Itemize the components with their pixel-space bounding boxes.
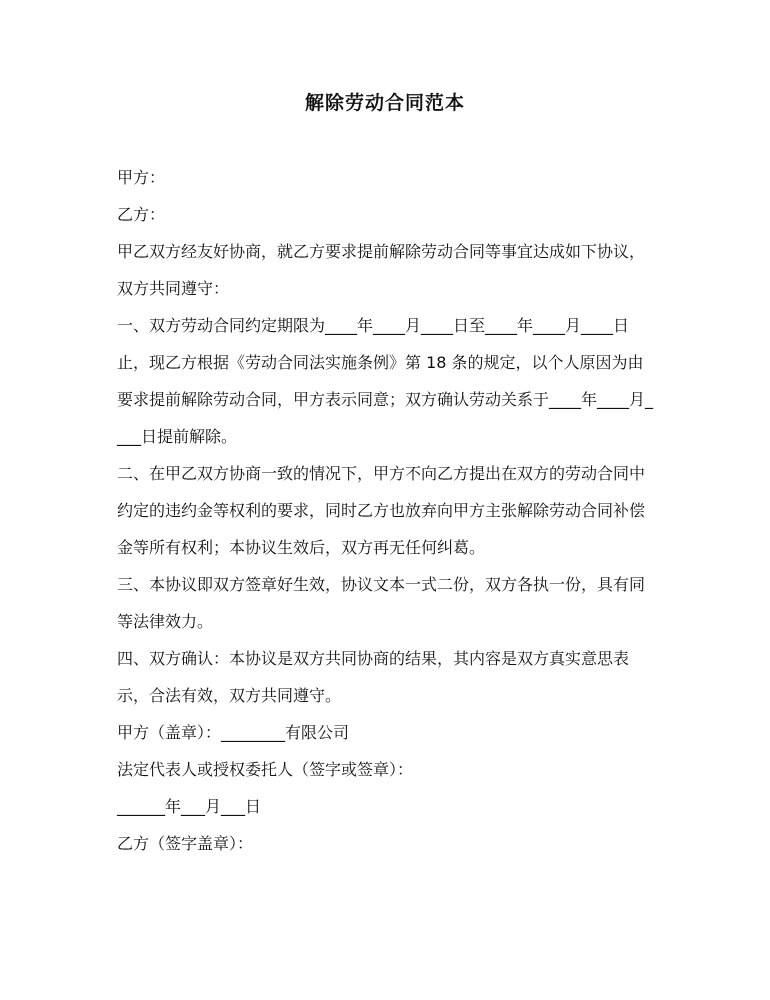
party-b-line: 乙方：	[117, 205, 166, 224]
party-a-seal-line: 甲方（盖章）：________有限公司	[117, 723, 350, 742]
legal-representative-line: 法定代表人或授权委托人（签字或签章）：	[117, 760, 414, 779]
clause-1-paragraph: 一、双方劳动合同约定期限为____年____月____日至____年____月____日止，现乙方根据《劳动合同法实施条例》第 18 条的规定，以个人原因为由要求提前解除劳动合同，甲方表示同意；双方确认劳动关系于____年____月____日提前解除。	[117, 316, 654, 446]
document-body	[117, 159, 657, 862]
party-b-signature-line: 乙方（签字盖章）：	[117, 834, 254, 853]
party-a-line: 甲方：	[117, 168, 166, 187]
clause-4-paragraph: 四、双方确认：本协议是双方共同协商的结果，其内容是双方真实意思表示，合法有效，双方共同遵守。	[117, 649, 630, 705]
date-line: ______年___月___日	[117, 797, 262, 816]
clause-3-paragraph: 三、本协议即双方签章好生效，协议文本一式二份，双方各执一份，具有同等法律效力。	[117, 575, 646, 631]
clause-2-paragraph: 二、在甲乙双方协商一致的情况下，甲方不向乙方提出在双方的劳动合同中约定的违约金等权利的要求，同时乙方也放弃向甲方主张解除劳动合同补偿金等所有权利；本协议生效后，双方再无任何纠葛。	[117, 464, 646, 557]
intro-paragraph: 甲乙双方经友好协商，就乙方要求提前解除劳动合同等事宜达成如下协议，双方共同遵守：	[117, 242, 646, 298]
document-title: 解除劳动合同范本	[304, 92, 465, 114]
